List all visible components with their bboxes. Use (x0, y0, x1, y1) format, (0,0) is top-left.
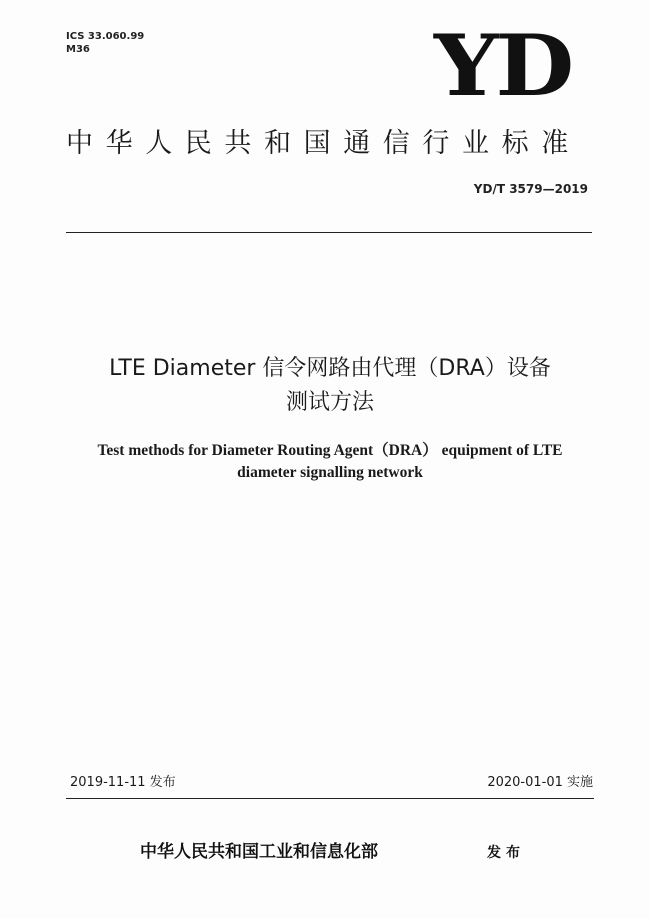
standard-number: YD/T 3579—2019 (473, 182, 588, 196)
standard-category-title: 中华人民共和国通信行业标准 (66, 128, 581, 159)
english-title (50, 440, 610, 484)
issue-date: 2019-11-11 发布 (70, 775, 176, 790)
footer-divider (66, 798, 594, 799)
header-divider (66, 232, 592, 233)
yd-logo: YD (434, 16, 571, 115)
english-title-line-2: diameter signalling network (237, 464, 423, 481)
chinese-title (50, 352, 610, 420)
publisher-name: 中华人民共和国工业和信息化部 (140, 842, 378, 862)
english-title-line-1: Test methods for Diameter Routing Agent（DRA） equipment of LTE (97, 442, 563, 459)
chinese-title-line-2: 测试方法 (285, 390, 374, 415)
chinese-title-line-1: LTE Diameter 信令网路由代理（DRA）设备 (109, 356, 551, 381)
ics-code: ICS 33.060.99 (66, 31, 145, 42)
publisher-action: 发布 (487, 845, 525, 861)
classification-codes (66, 30, 144, 56)
implementation-date: 2020-01-01 实施 (487, 775, 593, 790)
ccs-code: M36 (66, 44, 90, 55)
